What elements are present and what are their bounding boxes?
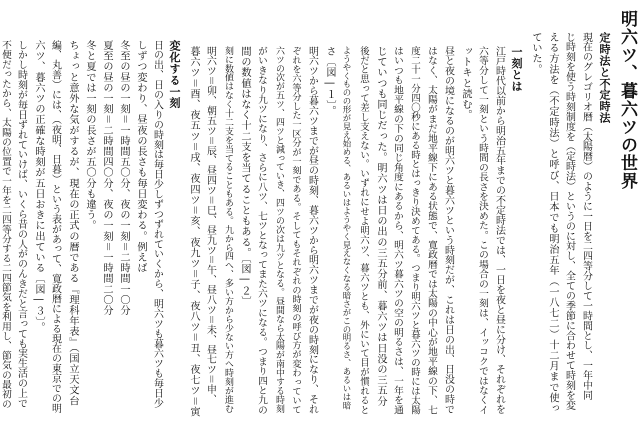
section-heading-henka: 変化する一刻 [168, 40, 181, 109]
paragraph-line: はなく、太陽がまだ地平線下にある状態で、寛政暦では太陽の中心が地平線の下、七 [426, 46, 437, 415]
paragraph-line: える方法を（不定時法）と呼び、日本でも明治五年（一八七二）十二月まで使っ [547, 32, 558, 414]
paragraph-line: 現在のグレゴリオ暦（太陽暦）のように一日を二四等分して一時間とし、一年中同 [581, 32, 592, 401]
paragraph-line: ちょっと意外な気がするが、現在の正式の暦である『理科年表』（国立天文台 [67, 40, 78, 406]
section-heading-ikkoku: 一刻とは [510, 46, 523, 92]
paragraph-line: 冬至の昼の一刻＝一時間五〇分、夜の一刻＝二時間一〇分 [118, 40, 129, 316]
paragraph-line: じ時刻を使う時刻制度を（定時法）というのに対し、全ての季節に合わせて時刻を変 [564, 32, 575, 411]
section-heading-teiji: 定時法と不定時法 [598, 32, 611, 124]
paragraph-line: 度二十一分四〇秒にある時とはっきり決めてある。つまり明六ツと暮六ツの時には太陽 [409, 46, 420, 415]
paragraph-line: ットキと読む。 [460, 46, 471, 121]
paragraph-line: ぞれを六等分した一区分が一刻である。そしてもそれぞれの時刻の呼び方が変わっていて [290, 46, 301, 414]
paragraph-line: 冬と夏では一刻の長さが五〇分も違う。 [84, 40, 95, 231]
paragraph-line: 刻に数値はなく十二支を当てることもある。九から四へ、多い方から少ない方へ時刻が進む [223, 46, 233, 413]
paragraph-line: 不便だったから、太陽の位置で一年を二四等分する二四節気を利用し、節気の最初の [0, 40, 11, 409]
paragraph-line: 編、丸善）には、（夜明、日暮）という表があって、寛政暦による現在の東京での明 [50, 40, 61, 414]
paragraph-line: 六等分して一刻という時間の長さを決めた。この場合の一刻は、イッコクではなくイ [477, 46, 488, 415]
paragraph-line: 昼と夜の境になるのが明六ツと暮六ツという時刻だが、これは日の出、日没の時で [443, 46, 454, 415]
paragraph-line: 明六ツ＝卯、朝五ツ＝辰、昼四ツ＝巳、昼九ツ＝午、昼八ツ＝未、昼七ツ＝申、 [205, 46, 216, 405]
paragraph-line: 夏至の昼の一刻＝二時間四〇分、夜の一刻＝一時間二〇分 [101, 40, 112, 316]
paragraph-line: ようやくものの形が見え始める、あるいはようやく見えなくなる暗さがこの明るさ、あるいは暗 [342, 46, 352, 410]
paragraph-line: さ〔図―１〕。 [324, 46, 335, 116]
paragraph-line: 六ツ、暮六ツの正確な時刻が五日おきに出ている〔図―３〕。 [33, 40, 44, 333]
page-title: 明六ツ、暮六ツの世界 [617, 10, 637, 190]
paragraph-line: 間の数値はなく十二支を当てることもある。〔図―２〕 [239, 46, 250, 307]
paragraph-line: がいきなり九ツになり、さらに八ツ、七ツとなってまた六ツになる。つまり四と九の [256, 46, 267, 415]
paragraph-line: はいつも地平線の下の同じ角度にあるから、明六ツ暮六ツの空の明るさは、一年を通 [392, 46, 403, 415]
paragraph-line: じていつも同じだった。明六ツは日の出の三五分前、暮六ツは日没の三五分 [375, 46, 386, 407]
paragraph-line: しかし時刻が毎日ずれていけば、いくら昔の人がのんきだと言っても実生活の上で [16, 40, 27, 409]
paragraph-line: 江戸時代以前から明治五年までの不定時法では、一日を夜と昼に分け、それぞれを [494, 46, 505, 415]
paragraph-line: 六ツの次が五ツ、四ツと減っていき、四ツの次は九ツとなる。昼間なら太陽が南中する時刻 [274, 46, 284, 413]
paragraph-line: 明六ツから暮六ツまでが昼の時刻、暮六ツから明六ツまでが夜の時刻になり、それ [307, 46, 318, 415]
paragraph-line: 日の出、日の入りの時刻は毎日少しずつずれていくから、明六ツも暮六ツも毎日少 [152, 40, 163, 409]
paragraph-line: 後だと思って差し支えない。いずれにせよ明六ツ、暮六ツとも、外にいて目が慣れると [358, 46, 369, 415]
paragraph-line: 暮六ツ＝酉、夜五ツ＝戌、夜四ツ＝亥、夜九ツ＝子、夜八ツ＝丑、夜七ツ＝寅 [188, 46, 199, 417]
paragraph-line: ていた。 [530, 32, 541, 75]
paragraph-line: しずつ変わり、昼夜の長さも毎日変わる。例えば [135, 40, 146, 274]
